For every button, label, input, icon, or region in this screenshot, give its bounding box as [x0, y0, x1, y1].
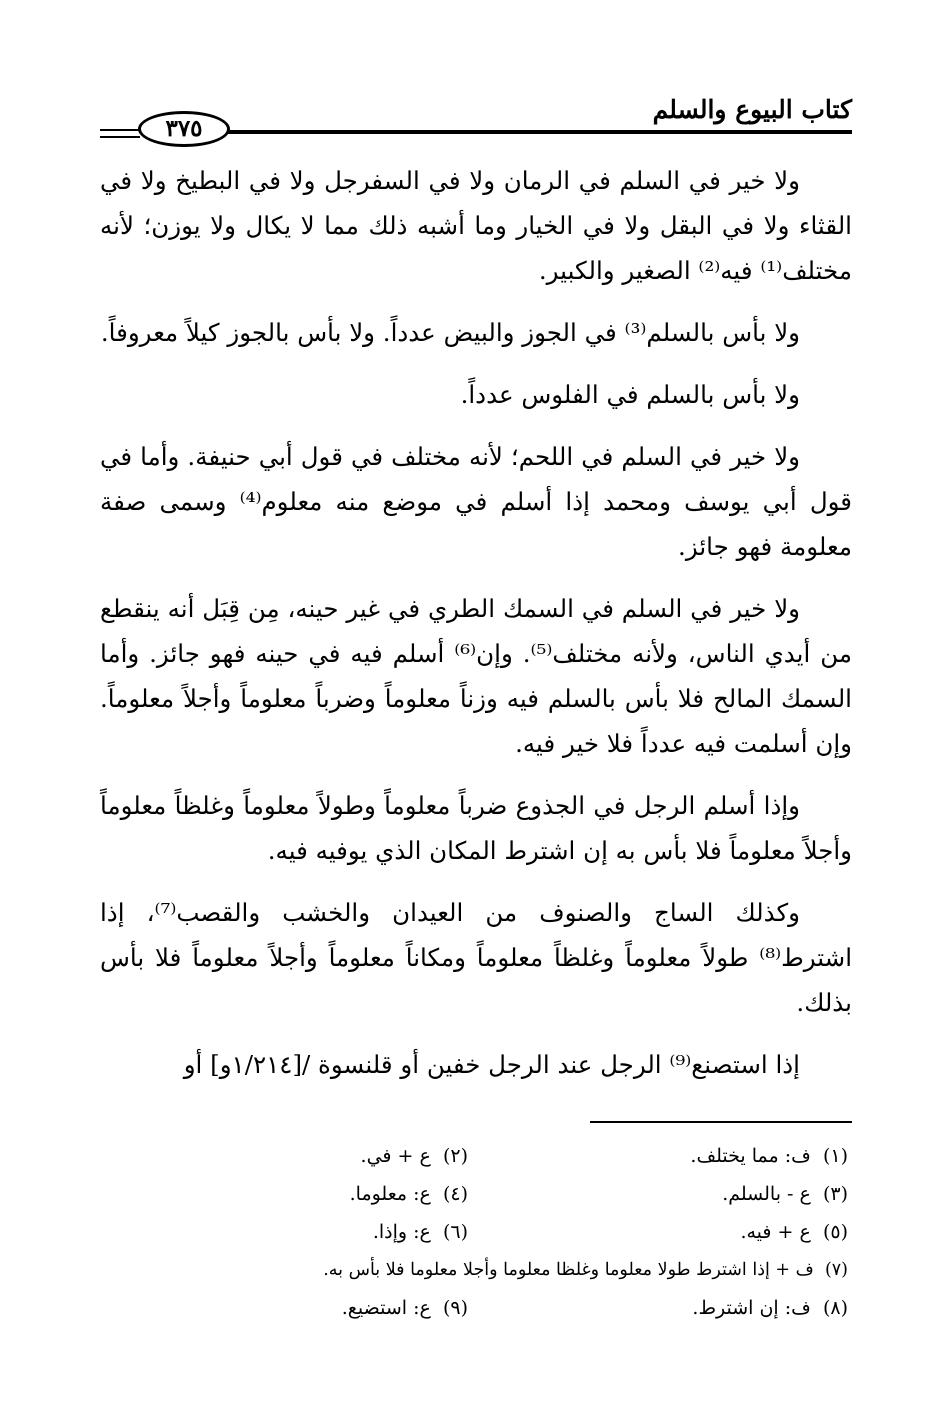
main-text — [100, 158, 852, 1087]
footnote — [472, 1175, 852, 1213]
footnotes — [100, 1137, 852, 1327]
footnote-text: ع + في. — [360, 1145, 431, 1167]
footnote — [472, 1289, 852, 1327]
footnote — [92, 1175, 472, 1213]
footnote-text: ع: معلوما. — [349, 1183, 431, 1205]
footnote-row — [100, 1251, 852, 1289]
footnote-number: (٥) — [822, 1221, 848, 1243]
paragraph: ولا خير في السلم في الرمان ولا في السفرجل ولا في البطيخ ولا في القثاء ولا في البقل ولا في الخيار وما أشبه ذلك مما لا يكال ولا يوزن؛ لأنه مختلف⁽¹⁾ فيه⁽²⁾ الصغير والكبير. — [100, 166, 852, 285]
paragraph: إذا استصنع⁽⁹⁾ الرجل عند الرجل خفين أو قلنسوة /[١/٢١٤و] أو — [183, 1050, 800, 1079]
footnote-number: (١) — [822, 1145, 848, 1167]
page-number: ٣٧٥ — [138, 111, 230, 147]
footnote-text: ع - بالسلم. — [722, 1183, 811, 1205]
running-title: كتاب البيوع والسلم — [652, 95, 852, 124]
footnote — [92, 1213, 472, 1251]
footnote-row — [100, 1213, 852, 1251]
footnote-text: ف: مما يختلف. — [690, 1145, 811, 1167]
header-rule — [228, 130, 852, 134]
footnote-separator — [590, 1121, 852, 1123]
footnote — [92, 1289, 472, 1327]
footnote-text: ع + فيه. — [740, 1221, 811, 1243]
footnote — [472, 1137, 852, 1175]
footnote-number: (٩) — [442, 1297, 468, 1319]
footnote-row — [100, 1137, 852, 1175]
footnote-row — [100, 1175, 852, 1213]
footnote-text: ف: إن اشترط. — [692, 1297, 811, 1319]
footnote-number: (٣) — [822, 1183, 848, 1205]
page-header — [100, 92, 852, 148]
footnote-number: (٨) — [822, 1297, 848, 1319]
footnote — [472, 1213, 852, 1251]
paragraph: ولا بأس بالسلم في الفلوس عدداً. — [460, 380, 800, 409]
footnote-number: (٢) — [442, 1145, 468, 1167]
paragraph: ولا بأس بالسلم⁽³⁾ في الجوز والبيض عدداً. ولا بأس بالجوز كيلاً معروفاً. — [100, 318, 800, 347]
footnote-number: (٧) — [824, 1260, 848, 1280]
paragraph: وإذا أسلم الرجل في الجذوع ضرباً معلوماً وطولاً معلوماً وغلظاً معلوماً وأجلاً معلوماً فلا بأس به إن اشترط المكان الذي يوفيه فيه. — [100, 791, 852, 865]
header-rule-left-top — [100, 129, 140, 131]
footnote-row — [100, 1289, 852, 1327]
footnote-text: ع: استضيع. — [341, 1297, 431, 1319]
header-rule-left-bottom — [100, 136, 140, 138]
paragraph: ولا خير في السلم في اللحم؛ لأنه مختلف في قول أبي حنيفة. وأما في قول أبي يوسف ومحمد إذا أسلم في موضع منه معلوم⁽⁴⁾ وسمى صفة معلومة فهو جائز. — [100, 442, 853, 561]
footnote-number: (٤) — [442, 1183, 468, 1205]
footnote-text: ع: وإذا. — [372, 1221, 431, 1243]
footnote-text: ف + إذا اشترط طولا معلوما وغلظا معلوما وأجلا معلوما فلا بأس به. — [323, 1260, 814, 1280]
paragraph: ولا خير في السلم في السمك الطري في غير حينه، مِن قِبَل أنه ينقطع من أيدي الناس، ولأنه مختلف⁽⁵⁾. وإن⁽⁶⁾ أسلم فيه في حينه فهو جائز. وأما السمك المالح فلا بأس بالسلم فيه وزناً معلوماً وضرباً معلوماً وأجلاً معلوماً. وإن أسلمت فيه عدداً فلا خير فيه. — [100, 594, 852, 758]
footnote — [92, 1137, 472, 1175]
footnote — [323, 1251, 852, 1289]
paragraph: وكذلك الساج والصنوف من العيدان والخشب والقصب⁽⁷⁾، إذا اشترط⁽⁸⁾ طولاً معلوماً وغلظاً معلوماً ومكاناً معلوماً وأجلاً معلوماً فلا بأس بذلك. — [100, 898, 852, 1017]
footnote-number: (٦) — [442, 1221, 468, 1243]
book-page — [100, 92, 852, 1327]
